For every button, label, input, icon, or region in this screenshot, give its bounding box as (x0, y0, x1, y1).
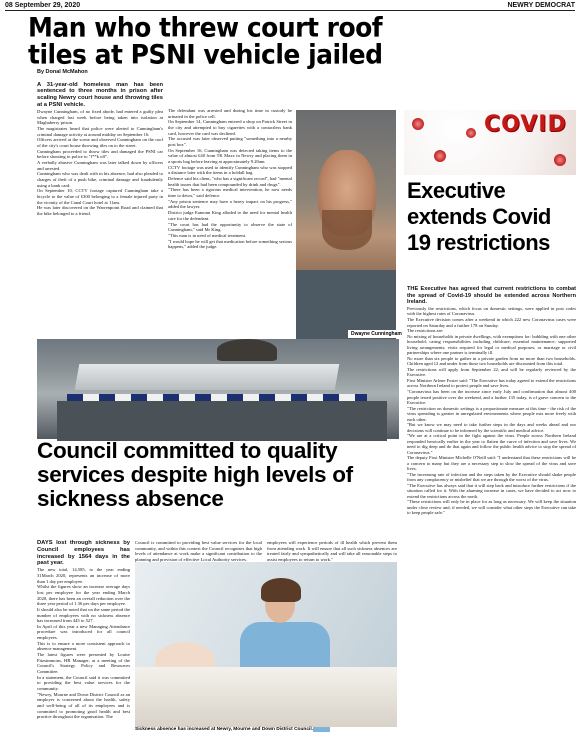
story1-paragraph: Cunningham who was dealt with in his absence, had also pleaded to charges of theft of a push bike, criminal damage and fraudulently using a bank card. (37, 171, 163, 188)
story2-paragraph: No mixing of households in private dwellings, with exemptions for: bubbling with one other household; caring responsibilities including childcare; essential maintenance; supported living arrangements; visits required for legal or medical purposes; or marriage or civil partnerships where one partner is terminally ill. (407, 333, 576, 356)
covid-photo (404, 110, 576, 175)
story1-paragraph: The accused was later observed putting "something into a nearby post box". (168, 136, 292, 147)
story3-photo-caption: Sickness absence has increased at Newry, Mourne and Down District Council. (135, 727, 313, 732)
story1-paragraph: "This man is in need of medical treatment. (168, 232, 247, 238)
story3-paragraph: In a statement, the Council said it was committed to providing the best value services for the community. (37, 674, 130, 691)
dwayne-cunningham-photo (296, 110, 396, 338)
story2-paragraph: The Executive decision comes after a weekend in which 222 new Coronavirus cases were reported on Saturday and a further 178 on Sunday. (407, 317, 576, 328)
story3-paragraph: Whilst the figures show an increase average days lost per employee for the year ending March 2020, there has been an overall reduction over the three year period of 1.36 per days per employee. (37, 584, 130, 607)
story1-column-1 (37, 66, 163, 340)
story3-column-2 (135, 540, 262, 562)
story1-paragraph: Cunningham proceeded to throw tiles and damaged the PSNI car before shouting to police to "f**k off". (37, 148, 163, 160)
story3-lead: DAYS lost through sickness by Council employees has increased by 1564 days in the past year. (37, 540, 130, 567)
story1-byline: By Donal McMahon (37, 69, 88, 75)
story2-paragraph: The deputy First Minister Michelle O'Neill said: "I understand that these restrictions will be a concern to many but they are a necessary step to slow the spread of the virus and save lives. (407, 455, 576, 472)
story2-paragraph: Previously the restrictions, which focus on domestic settings, were applied in post codes with the highest rates of Coronavirus. (407, 305, 576, 317)
story2-paragraph: First Minister Arlene Foster said: "The Executive has today agreed to extend the restrictions across Northern Ireland to protect people and save lives. (407, 377, 576, 389)
story2-paragraph: "Coronavirus has been on the increase since early July and confirmation that almost 400 people tested positive over the weekend, and a further 135 today, is of grave concern to the Executive. (407, 389, 576, 405)
story2-paragraph: "But we know we may need to take further steps in the days and weeks ahead and our decisions will continue to be informed by the scientific and medical advice. (407, 422, 576, 433)
story2-column (407, 286, 576, 732)
story3-paragraph: employees will experience periods of ill health which prevent them from attending work. It will ensure that all such sickness absences are treated fairly and sympathetically and will take all reasonable steps to assist employees to return to work." (267, 540, 397, 562)
story1-paragraph: "There has been a rigorous medical intervention, he now needs time to detox," said defence. (168, 187, 292, 199)
story1-paragraph: On September 10, CCTV footage captured Cunningham take a bicycle to the value of £300 belonging to a female injured party in the vicinity of the Canal Court hotel at 11am. (37, 188, 163, 205)
story2-paragraph: "We are at a critical point in the fight against the virus. People across Northern Ireland responded heroically earlier in the year to flatten the curve of infection and save lives. We need to dig deep and do that again and follow the public health advice to stop the spread of Coronavirus." (407, 433, 576, 455)
story1-paragraph: District judge Eamonn King alluded to the need for mental health care for the defendant. (168, 210, 292, 221)
story1-photo-caption: Dwayne Cunningham (348, 330, 405, 338)
story1-paragraph: On September 16, Cunningham was detected taking items to the value of almost £40 from TK Maxx in Newry and placing them in a sports bag before leaving at approximately 9.20am. (168, 147, 292, 164)
story1-paragraph: On September 14, Cunningham entered a shop on Patrick Street in the city and attempted to buy cigarettes with a contactless bank card, however the card was declined. (168, 119, 292, 136)
story3-paragraph: This is to ensure a more consistent approach to absence management. (37, 640, 130, 652)
story1-paragraph: The defendant was arrested and during his time in custody he urinated in the police cell. (168, 108, 292, 119)
story1-paragraph: A verbally abusive Cunningham was later talked down by officers and arrested. (37, 160, 163, 171)
story2-paragraph: "The increasing rate of infection and the steps taken by the Executive should shake people from any complacency or misbelief that we are through the worst of the virus. (407, 471, 576, 483)
story3-paragraph: In April of this year a new Managing Attendance procedure was introduced for all council employees. (37, 623, 130, 641)
story3-paragraph: The latest figures were presented by Louise Fitzsimmons, HR Manager, at a meeting of the Council's Strategy Policy and Resources Committee. (37, 652, 130, 674)
story1-paragraph: "Any prison sentence may have a heavy impact on his progress," added the lawyer. (168, 198, 292, 210)
story2-paragraph: No more than six people to gather in a private garden from no more than two households. Children aged 12 and under from those two households are discounted from this total. (407, 355, 576, 367)
story1-paragraph: He was later discovered on the Warrenpoint Road and claimed that the bike belonged to a friend. (37, 205, 163, 216)
story3-headline: Council committed to quality services despite high levels of sickness absence (37, 438, 353, 511)
story1-paragraph: "The court has had the opportunity to observe the state of Cunningham," said Mr King. (168, 221, 292, 233)
story1-paragraph: "I would hope he will get that medication before something serious happens," added the judge. (168, 238, 292, 250)
story2-paragraph: The restrictions will apply from September 22, and will be regularly reviewed by the Executive. (407, 366, 576, 378)
story2-paragraph: "These restrictions will only be in place for as long as necessary. We will keep the situation under close review and, if needed, we will consider what other steps the Executive can take to keep people safe." (407, 499, 576, 516)
story3-column-3 (267, 540, 397, 562)
story1-column-2 (168, 108, 292, 340)
story3-column-1 (37, 540, 130, 732)
story1-paragraph: The magistrates heard that police were alerted to Cunningham's criminal damage activity at around midday on September 16. (37, 125, 163, 137)
page-date: 08 September 29, 2020 (5, 2, 81, 9)
page-header (5, 0, 575, 11)
story3-paragraph: It should also be noted that on the same period the number of employees with no sickness absence has increased from 445 to 527. (37, 606, 130, 624)
story2-lead: THE Executive has agreed that current restrictions to combat the spread of Covid-19 should be extended across Northern Ireland. (407, 286, 576, 306)
story2-paragraph: "The restriction on domestic settings is a proportionate measure at this time - the risk of the virus spreading is greater in unregulated environments where people mix more freely with each other. (407, 405, 576, 422)
story1-headline: Man who threw court roof tiles at PSNI vehicle jailed (28, 11, 383, 71)
story1-paragraph: Officers arrived at the scene and observed Cunningham on the roof of the city's court house throwing tiles on to the street. (37, 137, 163, 148)
story1-paragraph: Dwayne Cunningham, of no fixed abode, had entered a guilty plea when charged last week before being taken into isolation at Maghaberry prison. (37, 108, 163, 126)
psni-vehicle-photo (37, 339, 399, 439)
story2-paragraph: The restrictions are: (407, 328, 444, 334)
story1-lead: A 31-year-old homeless man has been sentenced to three months in prison after scaling Newry court house and throwing tiles at a PSNI vehicle. (37, 81, 163, 108)
story1-paragraph: Defence said his client, "who has a significant record", had "mental health issues that had been compounded by drink and drugs". (168, 176, 292, 187)
story3-paragraph: "Newry, Mourne and Down District Council as an employer is concerned about the health, safety and well-being of all of its employees and is committed to promoting good health and best practice throughout the organisation. The (37, 691, 130, 720)
story2-headline: Executive extends Covid 19 restrictions (407, 178, 551, 255)
story3-paragraph: The new total, 14,585, to the year ending 31March 2020, represents an increase of more than 1 day per employee. (37, 567, 130, 584)
covid-image-word: COVID (484, 112, 567, 137)
paper-name: NEWRY DEMOCRAT (507, 2, 575, 9)
story3-paragraph: Council is committed to providing best value services for the local community, and within this context the Council recognises that high levels of attendance at work make a significant contribution to the planning and provision of effective Local Authority services. (135, 540, 262, 562)
sickness-absence-photo (135, 562, 397, 727)
story1-paragraph: CCTV footage was used to identify Cunningham who was stopped a distance later with the items in a holdall bag. (168, 164, 292, 176)
story2-paragraph: "The Executive has always said that it will step back and introduce further restrictions if the situation called for it. With the alarming increase in cases, we have decided to act now to extend the restrictions across the north. (407, 482, 576, 499)
